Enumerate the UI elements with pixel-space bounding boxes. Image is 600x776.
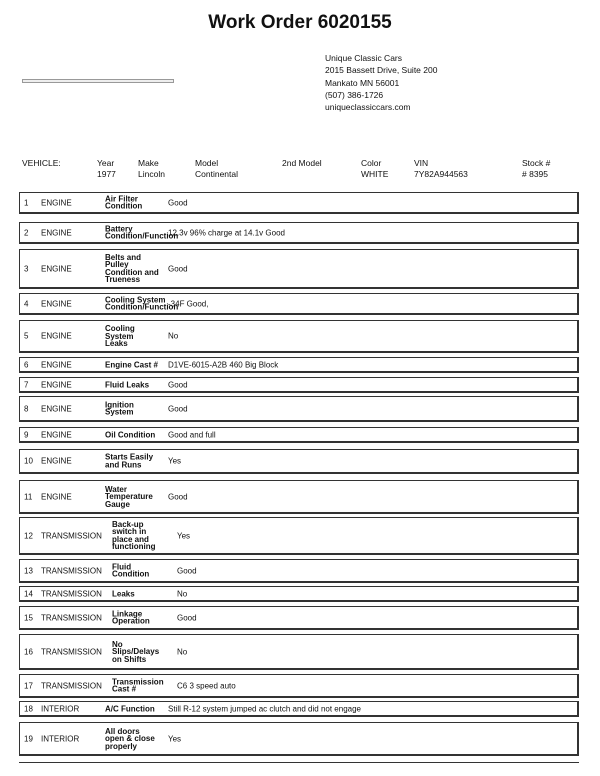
inspection-row [19, 377, 579, 393]
inspection-row [19, 480, 579, 514]
model-label: Model [195, 158, 219, 168]
model-value: Continental [195, 169, 239, 179]
row-value: Yes [168, 456, 182, 466]
inspection-row [19, 427, 579, 443]
row-field-label [112, 521, 156, 551]
inspection-row [19, 606, 579, 630]
field-label-line: Oil Condition [105, 429, 156, 439]
row-number: 4 [24, 299, 29, 308]
field-label-line: Engine Cast # [105, 359, 158, 369]
field-label-line: All doors [105, 726, 140, 736]
field-label-line: Leaks [112, 588, 135, 598]
field-label-line: Condition and [105, 267, 159, 277]
row-field-label [105, 485, 153, 508]
row-value: Good [168, 492, 188, 501]
row-number: 5 [24, 331, 29, 341]
field-label-line: Leaks [105, 338, 128, 348]
field-label-line: Back-up [112, 519, 144, 529]
vehicle-vin [414, 158, 468, 180]
row-value: Yes [168, 734, 182, 743]
row-category: ENGINE [41, 456, 72, 466]
field-label-line: Cooling System [105, 295, 166, 304]
row-category: ENGINE [41, 198, 72, 207]
field-label-line: properly [105, 741, 138, 751]
work-order-title: Work Order 6020155 [208, 12, 392, 33]
field-label-line: Air Filter [105, 194, 138, 203]
vehicle-stock [522, 158, 550, 180]
row-value: Yes [177, 531, 191, 540]
row-number: 6 [24, 360, 29, 369]
color-label: Color [361, 158, 382, 168]
row-value: C6 3 speed auto [177, 681, 236, 690]
row-value: Good [168, 198, 188, 207]
row-category: ENGINE [41, 228, 72, 237]
row-field-label [105, 727, 155, 750]
row-value: Good and full [168, 430, 216, 439]
row-number: 1 [24, 198, 29, 207]
row-value: No [177, 589, 188, 598]
row-number: 13 [24, 566, 33, 575]
field-label-line: and Runs [105, 460, 142, 469]
row-value: Good [177, 566, 197, 575]
row-category: INTERIOR [41, 704, 80, 713]
row-field-label [105, 195, 142, 210]
make-label: Make [138, 158, 159, 168]
row-field-label [105, 381, 149, 389]
field-label-line: No [112, 639, 123, 649]
stock-label: Stock # [522, 158, 551, 168]
company-city: Mankato MN 56001 [325, 77, 400, 88]
inspection-row [19, 396, 579, 422]
row-number: 14 [24, 589, 33, 598]
row-category: TRANSMISSION [41, 531, 102, 540]
row-field-label [112, 590, 135, 598]
inspection-row [19, 293, 579, 315]
field-label-line: Condition [112, 569, 150, 579]
row-field-label [105, 454, 153, 469]
row-field-label [105, 325, 135, 348]
row-category: TRANSMISSION [41, 681, 102, 690]
year-label: Year [97, 158, 115, 168]
row-category: TRANSMISSION [41, 566, 102, 575]
vehicle-year [97, 158, 116, 180]
row-number: 11 [24, 492, 33, 501]
row-value: No [168, 331, 179, 341]
row-category: TRANSMISSION [41, 647, 102, 656]
model2-label: 2nd Model [282, 158, 322, 168]
field-label-line: Gauge [105, 499, 130, 509]
inspection-row [19, 357, 579, 373]
logo-placeholder [22, 79, 174, 83]
row-value: Good [168, 380, 188, 389]
field-label-line: System [105, 407, 134, 417]
row-field-label [105, 254, 159, 284]
field-label-line: on Shifts [112, 654, 147, 664]
row-number: 12 [24, 531, 33, 540]
row-category: ENGINE [41, 430, 72, 439]
make-value: Lincoln [138, 169, 165, 179]
inspection-row [19, 722, 579, 756]
inspection-row [19, 449, 579, 474]
vehicle-make [138, 158, 165, 180]
field-label-line: Operation [112, 616, 150, 626]
row-category: ENGINE [41, 264, 72, 273]
row-field-label [112, 640, 159, 663]
inspection-row [19, 222, 579, 244]
field-label-line: open & close [105, 733, 155, 743]
field-label-line: Transmission [112, 677, 164, 686]
inspection-row [19, 320, 579, 353]
field-label-line: Belts and [105, 252, 142, 262]
row-category: TRANSMISSION [41, 613, 102, 622]
row-category: ENGINE [41, 299, 72, 308]
row-value: Good [177, 613, 197, 622]
field-label-line: A/C Function [105, 703, 155, 713]
row-category: INTERIOR [41, 734, 80, 743]
row-field-label [112, 678, 164, 693]
row-number: 2 [24, 228, 29, 237]
field-label-line: System [105, 331, 134, 341]
field-label-line: Battery [105, 224, 133, 233]
field-label-line: Slips/Delays [112, 646, 160, 656]
company-name: Unique Classic Cars [325, 53, 402, 63]
row-field-label [105, 361, 158, 369]
field-label-line: Condition [105, 201, 143, 211]
row-value: No [177, 647, 188, 656]
company-address [325, 52, 437, 113]
field-label-line: Cooling [105, 323, 135, 333]
vin-label: VIN [414, 158, 429, 168]
field-label-line: Starts Easily [105, 452, 154, 462]
row-field-label [105, 705, 155, 713]
row-value: D1VE-6015-A2B 460 Big Block [168, 360, 279, 369]
field-label-line: Pulley [105, 260, 129, 269]
row-field-label [105, 401, 134, 416]
field-label-line: functioning [112, 542, 156, 551]
field-label-line: Fluid Leaks [105, 379, 150, 389]
row-number: 15 [24, 613, 33, 622]
row-field-label [112, 563, 149, 578]
row-category: ENGINE [41, 492, 72, 501]
row-number: 8 [24, 404, 29, 413]
row-value: Good [168, 404, 188, 413]
field-label-line: Condition/Function [105, 231, 179, 241]
vehicle-model2 [282, 158, 322, 169]
row-value: Still R-12 system jumped ac clutch and did not engage [168, 704, 361, 713]
company-phone: (507) 386-1726 [325, 89, 384, 100]
row-category: ENGINE [41, 380, 72, 389]
row-number: 19 [24, 734, 33, 743]
stock-value: # 8395 [522, 169, 548, 179]
inspection-row [19, 249, 579, 289]
field-label-line: switch in [112, 527, 147, 536]
field-label-line: Water [105, 484, 127, 494]
row-number: 9 [24, 430, 29, 439]
vin-value: 7Y82A944563 [414, 169, 468, 179]
row-value: Good [168, 264, 188, 273]
inspection-row [19, 586, 579, 602]
inspection-row [19, 701, 579, 717]
field-label-line: Fluid [112, 562, 132, 571]
row-category: ENGINE [41, 331, 72, 341]
field-label-line: Linkage [112, 609, 143, 618]
row-value: 12.3v 96% charge at 14.1v Good [168, 228, 285, 237]
color-value: WHITE [361, 169, 389, 179]
field-label-line: place and [112, 534, 149, 544]
year-value: 1977 [97, 169, 116, 179]
field-label-line: Ignition [105, 400, 134, 409]
inspection-row [19, 517, 579, 555]
row-number: 10 [24, 456, 33, 466]
vehicle-color [361, 158, 388, 180]
row-number: 3 [24, 264, 29, 273]
row-number: 7 [24, 380, 29, 389]
row-value: -34F Good, [168, 299, 209, 308]
row-number: 16 [24, 647, 33, 656]
vehicle-label: VEHICLE: [22, 158, 61, 168]
row-field-label [112, 610, 150, 625]
row-category: TRANSMISSION [41, 589, 102, 598]
field-label-line: Condition/Function [105, 302, 179, 312]
inspection-row [19, 634, 579, 670]
row-field-label [105, 431, 155, 439]
page-bottom-divider [19, 762, 579, 763]
company-website: uniqueclassiccars.com [325, 102, 411, 113]
field-label-line: Trueness [105, 275, 141, 284]
inspection-row [19, 192, 579, 214]
vehicle-model [195, 158, 238, 180]
row-number: 18 [24, 704, 33, 713]
inspection-row [19, 674, 579, 698]
row-category: ENGINE [41, 360, 72, 369]
field-label-line: Cast # [112, 684, 137, 694]
inspection-row [19, 559, 579, 583]
company-street: 2015 Bassett Drive, Suite 200 [325, 65, 438, 76]
row-number: 17 [24, 681, 33, 690]
row-category: ENGINE [41, 404, 72, 413]
field-label-line: Temperature [105, 491, 153, 501]
